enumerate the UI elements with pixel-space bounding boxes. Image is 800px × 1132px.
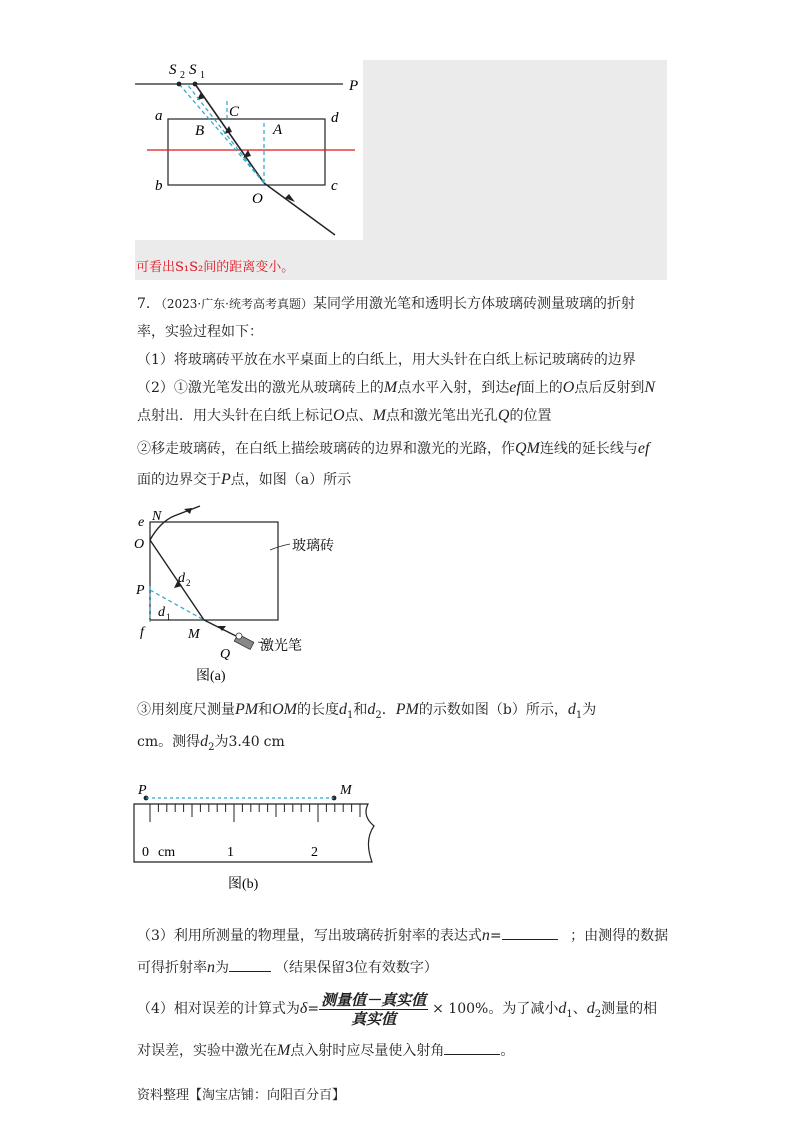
figure-1-box bbox=[135, 60, 363, 240]
step-3-line1 bbox=[137, 700, 596, 726]
label-b-corner: b bbox=[155, 178, 163, 194]
var-m-2: M bbox=[372, 407, 386, 424]
step-2a-text-1: （2）①激光笔发出的激光从玻璃砖上的 bbox=[137, 380, 384, 396]
laser-pen-icon bbox=[234, 633, 254, 650]
ruler-label-1: 1 bbox=[227, 845, 234, 860]
step-2a-text-7: 点和激光笔出光孔 bbox=[385, 408, 498, 424]
label-b-point: B bbox=[195, 123, 205, 139]
label-o: O bbox=[134, 537, 145, 552]
step-5-text-5: 点入射时应尽量使入射角 bbox=[290, 1043, 445, 1059]
step-5-text-4: 对误差，实验中激光在 bbox=[137, 1043, 277, 1059]
answer-blank-expression[interactable] bbox=[502, 925, 558, 940]
label-c-corner: c bbox=[331, 178, 338, 194]
step-2a-line1 bbox=[137, 378, 655, 398]
step-2a-text-8: 的位置 bbox=[509, 408, 552, 424]
step-4-text-4: 为 bbox=[215, 960, 229, 976]
label-d2: d bbox=[178, 571, 185, 586]
var-d1-c-sub: 1 bbox=[566, 1008, 573, 1020]
figure-b-caption: 图(b) bbox=[228, 877, 259, 892]
question-intro: 某同学用激光笔和透明长方体玻璃砖测量玻璃的折射 bbox=[312, 296, 635, 312]
label-p-point: P bbox=[136, 583, 145, 598]
step-3-line2 bbox=[137, 732, 285, 758]
step-5-end: 。 bbox=[500, 1043, 515, 1059]
ruler-ticks bbox=[150, 804, 360, 822]
step-4-line1 bbox=[137, 925, 668, 946]
var-om: OM bbox=[272, 701, 297, 718]
step-3-text-8: cm。测得 bbox=[137, 734, 201, 750]
step-2b-text-1: ②移走玻璃砖，在白纸上描绘玻璃砖的边界和激光的光路，作 bbox=[137, 441, 515, 457]
var-pm-2: PM bbox=[395, 701, 419, 718]
label-a-corner: a bbox=[155, 108, 163, 124]
var-o-2: O bbox=[333, 407, 345, 424]
label-d-corner: d bbox=[331, 110, 339, 126]
step-3-text-7: 为 bbox=[582, 702, 597, 718]
step-3-text-3: 的长度 bbox=[297, 702, 339, 718]
step-5-line2 bbox=[137, 1040, 514, 1061]
label-m-point: M bbox=[188, 627, 200, 642]
step-3-text-1: ③用刻度尺测量 bbox=[137, 702, 235, 718]
var-qm: QM bbox=[515, 440, 540, 457]
var-d2-c: d bbox=[586, 1000, 595, 1017]
step-5-eq: = bbox=[307, 1001, 320, 1017]
var-ef-2: ef bbox=[637, 440, 650, 457]
var-n-value: n bbox=[207, 959, 215, 976]
ruler-label-p: P bbox=[138, 783, 147, 798]
step-2a-text-6: 点、 bbox=[344, 408, 373, 424]
var-m-c: M bbox=[277, 1042, 291, 1059]
var-d1-b: d bbox=[567, 701, 576, 718]
label-s2-sub: 2 bbox=[180, 70, 185, 81]
step-4-text-2: ；由测得的数据 bbox=[570, 928, 669, 944]
var-o: O bbox=[562, 379, 575, 396]
step-2b-line2 bbox=[137, 470, 351, 490]
var-d2-b: d bbox=[200, 733, 209, 750]
step-3-text-4: 和 bbox=[353, 702, 368, 718]
label-d1: d bbox=[158, 605, 165, 620]
answer-blank-n[interactable] bbox=[229, 957, 271, 972]
label-s1-sub: 1 bbox=[200, 70, 205, 81]
label-d2-sub: 2 bbox=[186, 578, 191, 588]
relative-error-fraction bbox=[319, 991, 428, 1028]
step-5-text-1: （4）相对误差的计算式为 bbox=[137, 1001, 300, 1017]
step-3-text-5: ． bbox=[381, 702, 396, 718]
ruler-label-cm: cm bbox=[158, 845, 176, 860]
label-c-point: C bbox=[229, 104, 240, 120]
label-e: e bbox=[138, 515, 145, 530]
var-d2-c-sub: 2 bbox=[594, 1008, 602, 1020]
step-2a-text-2: 点水平入射，到达 bbox=[397, 380, 510, 396]
fraction-numerator: 测量值－真实值 bbox=[321, 990, 427, 1009]
answer-note: 可看出S₁S₂间的距离变小。 bbox=[136, 260, 295, 275]
step-2b-text-4: 点，如图（a）所示 bbox=[230, 472, 352, 488]
question-line-1 bbox=[137, 294, 635, 314]
ruler-label-m: M bbox=[340, 783, 352, 798]
var-m: M bbox=[383, 379, 398, 396]
step-2a-line2 bbox=[137, 406, 551, 426]
step-4-line2 bbox=[137, 957, 438, 978]
step-4-text-5: （结果保留3位有效数字） bbox=[275, 960, 438, 976]
var-d1-b-sub: 1 bbox=[575, 709, 583, 721]
var-delta: δ bbox=[299, 1000, 308, 1017]
step-3-text-2: 和 bbox=[258, 702, 273, 718]
question-source: （2023·广东·统考高考真题） bbox=[154, 297, 313, 311]
var-d2-b-sub: 2 bbox=[208, 741, 215, 753]
step-2a-text-3: 面上的 bbox=[520, 380, 563, 396]
step-5-text-3: 测量的相 bbox=[601, 1001, 658, 1017]
var-n: N bbox=[644, 379, 656, 396]
step-4-eq: = bbox=[489, 928, 502, 944]
var-p: P bbox=[221, 471, 231, 488]
label-q-point: Q bbox=[220, 647, 231, 662]
footer-source: 资料整理【淘宝店铺：向阳百分百】 bbox=[137, 1088, 346, 1103]
step-2a-text-4: 点后反射到 bbox=[574, 380, 645, 396]
question-number: 7. bbox=[137, 296, 151, 312]
var-n-expr: n bbox=[481, 927, 490, 944]
fraction-denominator: 真实值 bbox=[351, 1009, 397, 1028]
question-intro-2: 率，实验过程如下： bbox=[137, 324, 263, 340]
figure-a-caption: 图(a) bbox=[196, 669, 226, 684]
step-4-text-3: 可得折射率 bbox=[137, 960, 207, 976]
ruler-label-0: 0 bbox=[142, 845, 149, 860]
step-2b-line1 bbox=[137, 439, 649, 459]
step-3-value: 为3.40 bbox=[214, 734, 260, 750]
step-2b-text-2: 连线的延长线与 bbox=[539, 441, 638, 457]
step-5-line1 bbox=[137, 990, 657, 1034]
var-d1-c: d bbox=[558, 1000, 567, 1017]
step-2b-text-3: 面的边界交于 bbox=[137, 472, 221, 488]
figure-1-refraction bbox=[135, 60, 363, 240]
var-d2: d bbox=[367, 701, 376, 718]
answer-blank-angle[interactable] bbox=[444, 1040, 500, 1055]
label-n: N bbox=[152, 509, 162, 524]
step-3-unit: cm bbox=[263, 734, 285, 750]
var-d1-sub: 1 bbox=[347, 709, 354, 721]
step-5-text-2: × 100%。为了减小 bbox=[432, 1001, 559, 1017]
label-a-point: A bbox=[273, 122, 283, 138]
label-glass-brick: 玻璃砖 bbox=[292, 539, 334, 554]
figure-b-ruler bbox=[128, 780, 388, 895]
var-pm: PM bbox=[235, 701, 259, 718]
ruler-label-2: 2 bbox=[311, 845, 318, 860]
step-2a-text-5: 点射出．用大头针在白纸上标记 bbox=[137, 408, 333, 424]
step-1: （1）将玻璃砖平放在水平桌面上的白纸上，用大头针在白纸上标记玻璃砖的边界 bbox=[137, 352, 636, 368]
step-5-sep: 、 bbox=[572, 1001, 587, 1017]
step-3-text-6: 的示数如图（b）所示， bbox=[418, 702, 568, 718]
var-d2-sub: 2 bbox=[375, 709, 382, 721]
label-s1: S bbox=[189, 62, 197, 78]
figure-a-laser-path bbox=[130, 500, 370, 690]
var-q: Q bbox=[497, 407, 510, 424]
label-d1-sub: 1 bbox=[166, 612, 171, 622]
label-f: f bbox=[140, 625, 144, 640]
step-4-text-1: （3）利用所测量的物理量，写出玻璃砖折射率的表达式 bbox=[137, 928, 482, 944]
label-s2: S bbox=[169, 62, 177, 78]
label-p: P bbox=[349, 78, 359, 94]
var-ef: ef bbox=[509, 379, 521, 396]
label-o-point: O bbox=[252, 191, 263, 207]
label-laser-pen: 激光笔 bbox=[260, 639, 302, 654]
var-d1: d bbox=[339, 701, 347, 718]
